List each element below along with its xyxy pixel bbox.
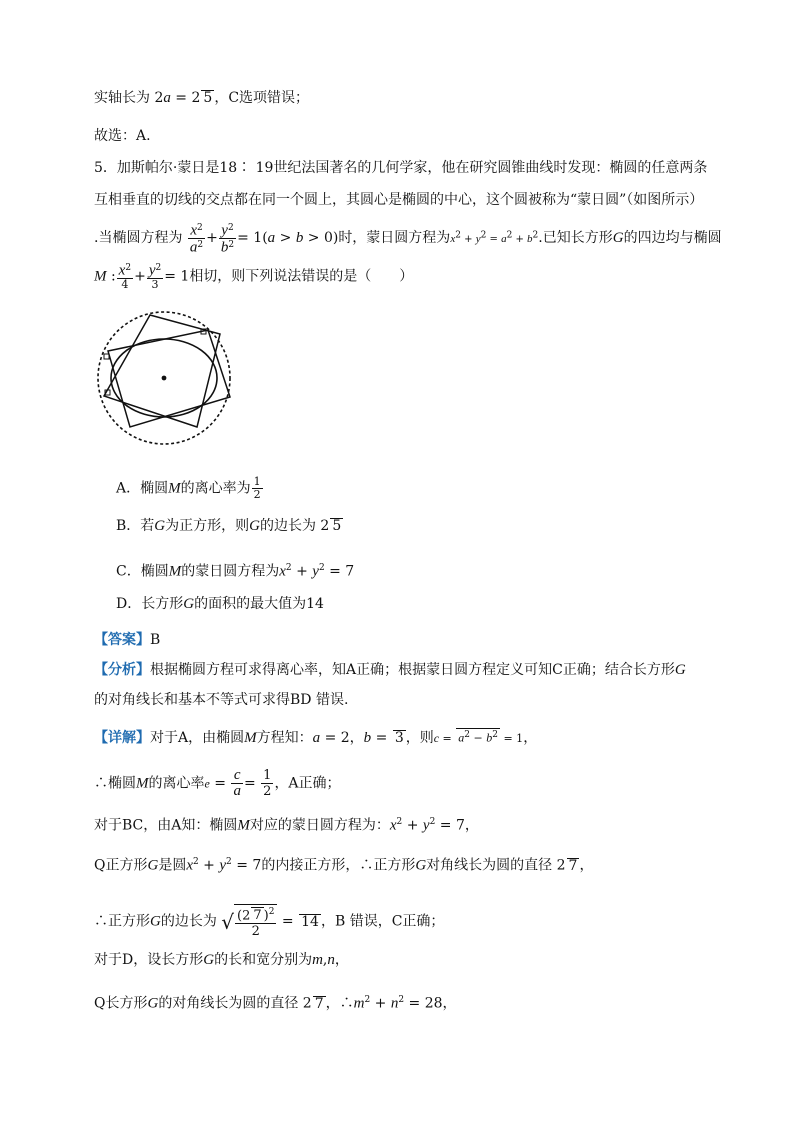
question-5-line-1: 5．加斯帕尔·蒙日是18∶ 19世纪法国著名的几何学家，他在研究圆锥曲线时发现：椭圆的任意两条 <box>94 160 708 176</box>
center-point <box>162 376 167 381</box>
detail-line-3: 对于BC，由A知：椭圆M对应的蒙日圆方程为：$x^2 + y^2 = 7$， <box>94 817 479 834</box>
question-5-line-2: 互相垂直的切线的交点都在同一个圆上，其圆心是椭圆的中心，这个圆被称为“蒙日圆”（如图所示） <box>94 192 704 208</box>
line-choice: 故选：A. <box>94 128 151 144</box>
analysis-line-1: 【分析】根据椭圆方程可求得离心率，知A正确；根据蒙日圆方程定义可知C正确；结合长方形G <box>94 662 686 678</box>
fraction-y2-3: $\frac{y^2}{3}$ <box>148 262 162 291</box>
fraction-x2-4: $\frac{x^2}{4}$ <box>118 262 132 291</box>
line-real-axis: 实轴长为 2a = 2 5 ，C选项错误； <box>94 90 310 106</box>
right-angle-mark <box>104 354 109 359</box>
option-c: C．椭圆M的蒙日圆方程为$x^2 + y^2 = 7$ <box>116 563 355 580</box>
detail-line-1: 【详解】对于A，由椭圆M方程知：a = 2，b = 3 ，则$c = a^2 - b^2 = 1$， <box>94 730 538 746</box>
option-a: A．椭圆M的离心率为 $\frac{1}{2}$ <box>116 475 261 501</box>
option-b: B．若G为正方形，则G的边长为 2 5 <box>116 518 342 534</box>
analysis-line-2: 的对角线长和基本不等式可求得BD 错误. <box>94 692 349 708</box>
fraction-y2-b2: $\frac{y^2}{b^2}$ <box>220 222 235 256</box>
option-d: D．长方形G的面积的最大值为14 <box>116 596 324 612</box>
question-5-line-3: .当椭圆方程为 $\frac{x^2}{a^2}$ + $\frac{y^2}{b^2}$ = 1(a > b > 0)时，蒙日圆方程为$x^2 + y^2 = a^2 + b^2$.已知长方形G的四边均与椭圆 <box>94 222 722 256</box>
detail-line-7: Q长方形G的对角线长为圆的直径 2 7 ，$\therefore m^2 + n^2 = 28$， <box>94 995 457 1012</box>
detail-line-4: Q正方形G是圆$x^2 + y^2 = 7$的内接正方形，∴正方形G对角线长为圆的直径 2 7 ， <box>94 857 594 874</box>
question-5-line-4: M : $\frac{x^2}{4}$ + $\frac{y^2}{3}$ = 1相切，则下列说法错误的是（ ） <box>94 262 414 291</box>
fraction-x2-a2: $\frac{x^2}{a^2}$ <box>189 222 204 256</box>
rectangle-g-second <box>108 330 230 427</box>
detail-line-5: ∴正方形G的边长为 √ $\frac{(2 7 )^2}{2}$ = 14 ，B 错误，C正确； <box>94 904 444 939</box>
detail-line-2: ∴椭圆M的离心率e = $\frac{c}{a}$ = $\frac{1}{2}$ ，A正确； <box>94 767 341 799</box>
answer-line: 【答案】B <box>94 632 161 648</box>
detail-line-6: 对于D，设长方形G的长和宽分别为m,n， <box>94 952 349 968</box>
monge-circle-figure <box>94 304 234 450</box>
side-length-radical: $\frac{(2 7 )^2}{2}$ <box>234 904 277 939</box>
